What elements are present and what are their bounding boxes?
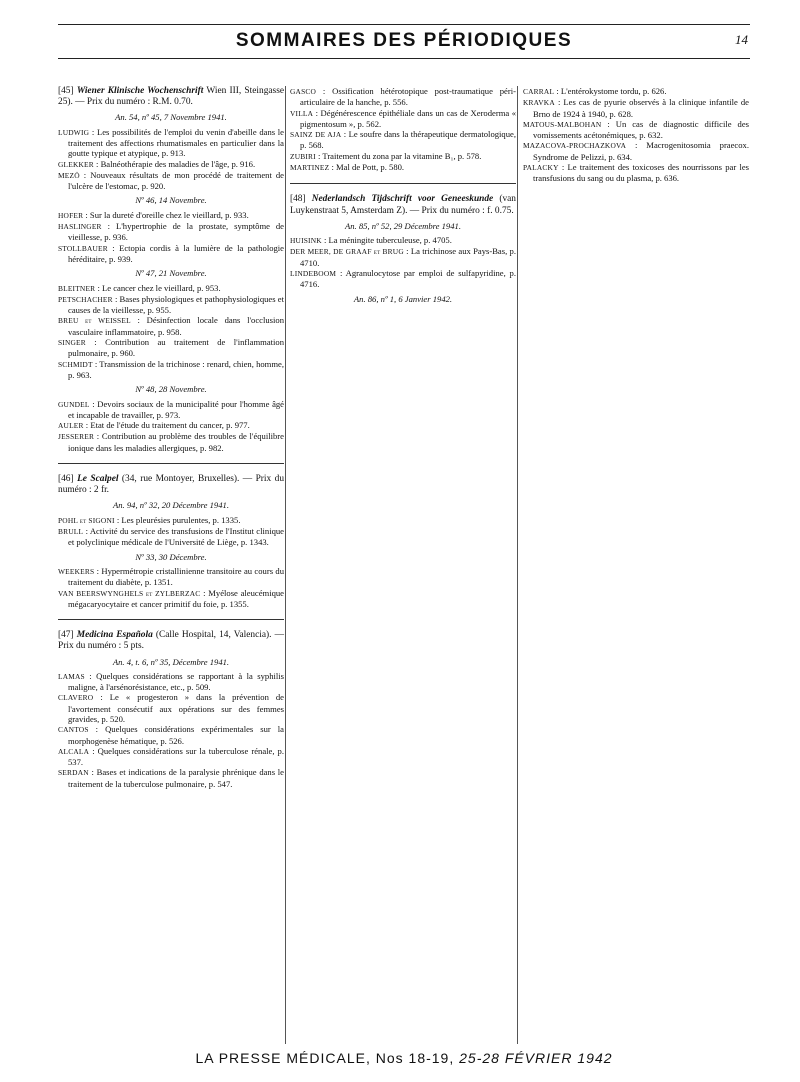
- author-name: LINDEBOOM: [290, 268, 337, 278]
- author-name: SINGER: [58, 338, 86, 348]
- citation-entry: [58, 159, 284, 170]
- section-separator: [290, 183, 516, 184]
- citation-entry: [290, 246, 516, 268]
- author-name: MARTINEZ: [290, 163, 330, 173]
- author-name: HOFER: [58, 210, 84, 220]
- citation-entry: [58, 724, 284, 746]
- citation-entry: [58, 399, 284, 421]
- author-name: JESSERER: [58, 432, 95, 442]
- issue-date: An. 86, nº 1, 6 Janvier 1942.: [353, 293, 453, 304]
- journal-heading: [290, 194, 516, 216]
- citation-text: : Quelques considérations expérimentales sur la morphogenèse hématique, p. 526.: [68, 724, 284, 746]
- citation-entry: [58, 671, 284, 693]
- citation-entry: [58, 566, 284, 588]
- author-name: PALACKY: [523, 163, 559, 173]
- author-name: PETSCHACHER: [58, 294, 113, 304]
- issue-date: An. 4, t. 6, nº 35, Décembre 1941.: [112, 656, 230, 667]
- citation-text: : Nouveaux résultats de mon procédé de traitement de l'ulcère de l'estomac, p. 920.: [68, 169, 284, 192]
- author-name: CANTOS: [58, 725, 89, 735]
- journal-address: (34, rue Montoyer, Bruxelles). — Prix du numéro : 2 fr.: [58, 474, 285, 496]
- citation-text: : Devoirs sociaux de la municipalité pour l'homme âgé et incapable de travailler, p. 973.: [68, 398, 284, 420]
- author-name: HUISINK: [290, 236, 322, 246]
- citation-entry: [523, 119, 749, 141]
- author-name: ALCALA: [58, 746, 90, 756]
- citation-text: : L'entérokystome tordu, p. 626.: [554, 86, 667, 96]
- section-separator: [58, 619, 284, 620]
- citation-entry: [290, 129, 516, 151]
- citation-entry: [58, 337, 284, 359]
- citation-text: : Contribution au traitement de l'inflammation pulmonaire, p. 960.: [68, 337, 284, 359]
- author-name: VAN BEERSWYNGHELS et ZYLBERZAC: [58, 588, 201, 598]
- citation-text: : Balnéothérapie des maladies de l'âge, p. 916.: [93, 158, 256, 169]
- citation-text: : Le traitement des toxicoses des nourrissons par les transfusions du sang ou du plasma, p. 636.: [533, 162, 749, 184]
- citation-text: : Macrogenitosomia praecox. Syndrome de Pelizzi, p. 634.: [533, 140, 749, 162]
- citation-entry: [58, 746, 284, 768]
- issue-date: Nº 48, 28 Novembre.: [135, 384, 207, 395]
- author-name: CARRAL: [523, 87, 555, 96]
- footer-date: 25-28 FÉVRIER 1942: [459, 1050, 613, 1066]
- footer-issue: Nos 18-19,: [375, 1050, 455, 1066]
- citation-entry: [58, 170, 284, 192]
- citation-text: : Le cancer chez le vieillard, p. 953.: [95, 282, 221, 293]
- citation-text: : Etat de l'étude du traitement du cancer, p. 977.: [83, 420, 250, 431]
- citation-text: : Hypermétropie cristallinienne transitoire au cours du traitement du diabète, p. 1351.: [68, 565, 284, 588]
- column-divider: [517, 86, 518, 1044]
- author-name: MAZACOVA-PROCHAZKOVA: [523, 141, 627, 151]
- author-name: DER MEER, DE GRAAF et BRUG: [290, 247, 404, 257]
- author-name: POHL et SIGONI: [58, 515, 115, 525]
- citation-text: : La trichinose aux Pays-Bas, p. 4710.: [300, 246, 516, 268]
- author-name: SAINZ DE AJA: [290, 130, 342, 140]
- author-name: LUDWIG: [58, 127, 90, 137]
- journal-name: Wiener Klinische Wochenschrift: [76, 86, 204, 96]
- author-name: BREU et WEISSEL: [58, 316, 131, 326]
- citation-text: : Myélose aleucémique mégacaryocytaire et cancer primitif du foie, p. 1355.: [68, 587, 284, 609]
- author-name: SCHMIDT: [58, 359, 93, 369]
- citation-text: : Bases physiologiques et pathophysiologiques et causes de la vieillesse, p. 955.: [68, 293, 284, 316]
- header-rule-bottom: [58, 58, 750, 59]
- column-middle: [290, 86, 516, 308]
- citation-text: : Désinfection locale dans l'occlusion vasculaire inflammatoire, p. 958.: [68, 315, 284, 337]
- author-name: ZUBIRI: [290, 151, 316, 161]
- issue-date: An. 54, nº 45, 7 Novembre 1941.: [115, 112, 227, 123]
- author-name: CLAVERO: [58, 693, 94, 703]
- citation-entry: [290, 151, 516, 162]
- author-name: HASLINGER: [58, 222, 102, 232]
- citation-entry: [290, 162, 516, 173]
- author-name: LAMAS: [58, 671, 85, 681]
- citation-text: : Le soufre dans la thérapeutique dermatologique, p. 568.: [300, 129, 516, 151]
- citation-text: : Bases et indications de la paralysie phrénique dans le traitement de la tuberculose pulmonaire, p. 547.: [68, 767, 284, 789]
- citation-text: : L'hypertrophie de la prostate, symptôme de vieillesse, p. 936.: [68, 221, 284, 243]
- citation-entry: [523, 162, 749, 184]
- citation-entry: [523, 86, 749, 97]
- citation-entry: [58, 315, 284, 337]
- author-name: BRULL: [58, 527, 84, 537]
- column-right: [523, 86, 749, 184]
- journal-number: [46]: [58, 474, 74, 485]
- author-name: GUNDEL: [58, 399, 90, 409]
- author-name: MEZÖ: [58, 170, 80, 180]
- column-divider: [285, 86, 286, 1044]
- journal-address: (van Luykenstraat 5, Amsterdam Z). — Prix du numéro : f. 0.75.: [290, 194, 516, 216]
- author-name: WEEKERS: [58, 566, 95, 576]
- citation-entry: [290, 86, 516, 108]
- citation-entry: [290, 108, 516, 130]
- citation-entry: [290, 235, 516, 246]
- citation-text: : Les cas de pyurie observés à la clinique infantile de Brno de 1924 à 1940, p. 628.: [533, 97, 749, 119]
- journal-heading: [58, 474, 284, 496]
- citation-text: : Ectopia cordis à la lumière de la pathologie héréditaire, p. 939.: [68, 242, 284, 264]
- author-name: KRAVKA: [523, 98, 555, 108]
- citation-text: : Le « progesteron » dans la prévention de l'avortement consécutif aux opérations sur des femmes gravides, p. 520.: [68, 692, 284, 724]
- citation-entry: [58, 243, 284, 265]
- page-footer: [58, 1050, 750, 1066]
- issue-date: Nº 33, 30 Décembre.: [135, 551, 207, 562]
- citation-entry: [523, 97, 749, 119]
- issue-date: Nº 47, 21 Novembre.: [135, 268, 207, 279]
- journal-heading: [58, 630, 284, 652]
- citation-text: : Activité du service des transfusions de l'Institut clinique et polyclinique médicale de l'Université de Liège, p. 1343.: [68, 526, 284, 548]
- citation-entry: [58, 221, 284, 243]
- issue-date: An. 85, nº 52, 29 Décembre 1941.: [345, 220, 461, 231]
- citation-text: : Quelques considérations sur la tuberculose rénale, p. 537.: [68, 745, 284, 768]
- author-name: SERDAN: [58, 768, 89, 778]
- author-name: VILLA: [290, 108, 314, 118]
- citation-entry: [58, 767, 284, 789]
- author-name: AULER: [58, 421, 84, 431]
- citation-entry: [58, 210, 284, 221]
- citation-entry: [58, 294, 284, 316]
- citation-text: : Ossification hétérotopique post-traumatique péri-articulaire de la hanche, p. 556.: [300, 86, 516, 108]
- author-name: BLEITNER: [58, 283, 96, 293]
- journal-address: Wien III, Steingasse 25). — Prix du numéro : R.M. 0.70.: [58, 86, 285, 108]
- header-rule-top: [58, 24, 750, 25]
- journal-address: (Calle Hospital, 14, Valencia). — Prix du numéro : 5 pts.: [58, 630, 284, 652]
- journal-name: Nederlandsch Tijdschrift voor Geneeskunde: [311, 194, 494, 205]
- citation-text: : Les pleurésies purulentes, p. 1335.: [114, 514, 241, 525]
- journal-number: [47]: [58, 630, 74, 641]
- citation-entry: [290, 268, 516, 290]
- citation-entry: [58, 420, 284, 431]
- citation-entry: [58, 359, 284, 381]
- issue-date: Nº 46, 14 Novembre.: [135, 195, 207, 206]
- author-name: GLEKKER: [58, 159, 94, 169]
- journal-name: Medicina Española: [76, 630, 153, 641]
- citation-entry: [523, 140, 749, 162]
- citation-text: : Contribution au problème des troubles de l'équilibre ionique dans les maladies allergiques, p. 982.: [68, 431, 284, 453]
- citation-text: : Dégénérescence épithéliale dans un cas de Xeroderma « pigmentosum », p. 562.: [300, 107, 516, 129]
- page-number: 14: [735, 32, 748, 47]
- author-name: GASCO: [290, 87, 317, 96]
- journal-name: Le Scalpel: [77, 474, 119, 485]
- page-title: SOMMAIRES DES PÉRIODIQUES: [235, 30, 573, 51]
- citation-text: : Les possibilités de l'emploi du venin d'abeille dans le traitement des affections rhumatismales en particulier dans la goutte typique et atypique, p. 913.: [68, 126, 284, 159]
- journal-number: [45]: [58, 86, 74, 96]
- citation-text: : Transmission de la trichinose : renard, chien, homme, p. 963.: [68, 358, 284, 380]
- citation-entry: [58, 526, 284, 548]
- citation-text: : Sur la dureté d'oreille chez le vieillard, p. 933.: [83, 209, 249, 220]
- citation-entry: [58, 431, 284, 453]
- journal-heading: [58, 86, 284, 108]
- citation-text: : La méningite tuberculeuse, p. 4705.: [321, 235, 452, 246]
- citation-entry: [58, 515, 284, 526]
- citation-text: : Traitement du zona par la vitamine B₁, p. 578.: [315, 150, 482, 161]
- citation-text: : Agranulocytose par emploi de sulfapyridine, p. 4716.: [300, 267, 516, 290]
- citation-text: : Un cas de diagnostic difficile des vomissements acétonémiques, p. 632.: [533, 118, 749, 141]
- issue-date: An. 94, nº 32, 20 Décembre 1941.: [113, 500, 229, 511]
- column-left: [58, 86, 284, 789]
- citation-entry: [58, 283, 284, 294]
- citation-entry: [58, 692, 284, 724]
- footer-journal: LA PRESSE MÉDICALE,: [195, 1050, 371, 1066]
- citation-text: : Quelques considérations se rapportant à la syphilis maligne, à l'arsénorésistance, etc., p. 509.: [68, 670, 284, 693]
- author-name: MATOUS-MALBOHAN: [523, 119, 602, 129]
- citation-entry: [58, 588, 284, 610]
- author-name: STOLLBAUER: [58, 243, 108, 253]
- citation-text: : Mal de Pott, p. 580.: [329, 162, 405, 173]
- section-separator: [58, 463, 284, 464]
- journal-number: [48]: [290, 194, 306, 205]
- citation-entry: [58, 127, 284, 159]
